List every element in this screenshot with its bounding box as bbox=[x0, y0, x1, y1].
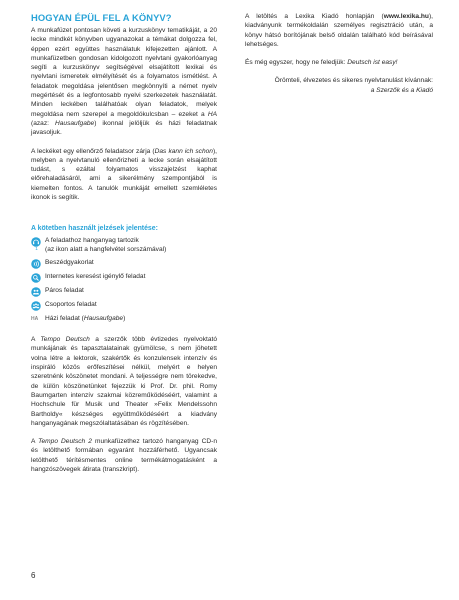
speech-icon bbox=[31, 259, 41, 269]
legend-item-homework bbox=[31, 315, 217, 324]
legend-label-audio-note: (az ikon alatt a hangfelvétel sorszámával) bbox=[45, 245, 167, 253]
section-heading: HOGYAN ÉPÜL FEL A KÖNYV? bbox=[31, 12, 172, 23]
search-icon bbox=[31, 273, 41, 283]
legend-label-speaking: Beszédgyakorlat bbox=[45, 258, 94, 266]
legend-label-group: Csoportos feladat bbox=[45, 300, 97, 308]
signature: a Szerzők és a Kiadó bbox=[370, 86, 433, 94]
legend-item-audio bbox=[31, 237, 217, 254]
publisher-url[interactable]: www.lexika.hu bbox=[383, 13, 429, 20]
motto-paragraph: És még egyszer, hogy ne feledjük: Deutsch ist easy! bbox=[245, 59, 398, 67]
legend-item-pair bbox=[31, 287, 217, 297]
legend-item-speaking bbox=[31, 259, 217, 269]
track-number: 1 bbox=[35, 246, 38, 252]
legend-item-group bbox=[31, 301, 217, 311]
legend-label-homework: Házi feladat (Hausaufgabe) bbox=[45, 314, 126, 322]
closing-wish: Örömteli, élvezetes és sikeres nyelvtanulást kívánnak: bbox=[274, 77, 433, 85]
intro-paragraph: A munkafüzet pontosan követi a kurzuskönyv tematikáját, a 20 lecke mindkét könyvben ugyanazokat a témákat dolgozza fel, éppen ezért együttes használatuk kifejezetten ajánlott. A munkafüzetben gondosan kidolgozott nyelvtani gyakorlóanyag segíti a kurzuskönyv segítségével elsajátított lexikai és nyelvtani ismeretek elmélyítését és a folyamatos ismétlést. A feladatok megoldása jelentősen megkönnyíti a német nyelv megértését és a legfontosabb nyelvi szerkezetek használatát. Minden leckében találhatóak olyan feladatok, melyek megoldása nem szerepel a megoldókulcsban – ezeket a HA (azaz: Hausaufgabe) ikonnal jelöljük és házi feladatnak javasoljuk. bbox=[31, 27, 217, 137]
legend-title: A kötetben használt jelzések jelentése: bbox=[31, 225, 158, 233]
download-paragraph: A letöltés a Lexika Kiadó honlapján (www.lexika.hu), kiadványunk termékoldalán személyes regisztráció után, a könyv hátsó borítójának belső oldalán található kód beírásával lehetséges. bbox=[245, 13, 433, 48]
pair-icon bbox=[31, 287, 41, 297]
left-column bbox=[31, 12, 217, 483]
group-icon bbox=[31, 301, 41, 311]
right-column bbox=[245, 12, 433, 95]
checklist-paragraph: A leckéket egy ellenőrző feladatsor zárja (Das kann ich schon), melyben a nyelvtanuló ellenőrizheti a lecke során elsajátított tudást, s ezáltal folyamatos visszajelzést kaphat előrehaladásáról, ami a sikerélmény szempontjából is kiemelten fontos. A tanulók munkáját emellett szemléletes ikonok is segítik. bbox=[31, 147, 217, 202]
ha-tag-icon: HA bbox=[31, 315, 39, 322]
audio-availability-paragraph: A Tempo Deutsch 2 munkafüzethez tartozó hanganyag CD-n és letölthető formában egyaránt hozzáférhető. Ugyancsak letölthető térítésmentes online termékátmogatásként a hangzószövegek átirata (transzkript). bbox=[31, 438, 217, 473]
icon-legend bbox=[31, 237, 217, 323]
legend-label-audio: A feladathoz hanganyag tartozik bbox=[45, 237, 139, 245]
page-number: 6 bbox=[31, 571, 36, 580]
legend-item-internet bbox=[31, 273, 217, 283]
legend-label-internet: Internetes keresést igénylő feladat bbox=[45, 272, 146, 280]
legend-label-pair: Páros feladat bbox=[45, 286, 84, 294]
acknowledgements-paragraph: A Tempo Deutsch a szerzők több évtizedes nyelvoktató munkájának és tapasztalatainak gyümölcse, s nem jöhetett volna létre a lektorok, szakértők és konzulensek intenzív és inspiráló közös erőfeszítései nélkül, melyért e helyen szeretnénk köszönetet mondani. A teljességre nem törekedve, de külön köszönetünket fejezzük ki Prof. Dr. phil. Romy Baumgarten intenzív szakmai közreműködéséért, valamint a Hochschule für Musik und Theater »Felix Mendelssohn Bartholdy« készséges együttműködéséért a kiadvány hanganyagának megszólaltatásában és rögzítésében. bbox=[31, 336, 217, 427]
